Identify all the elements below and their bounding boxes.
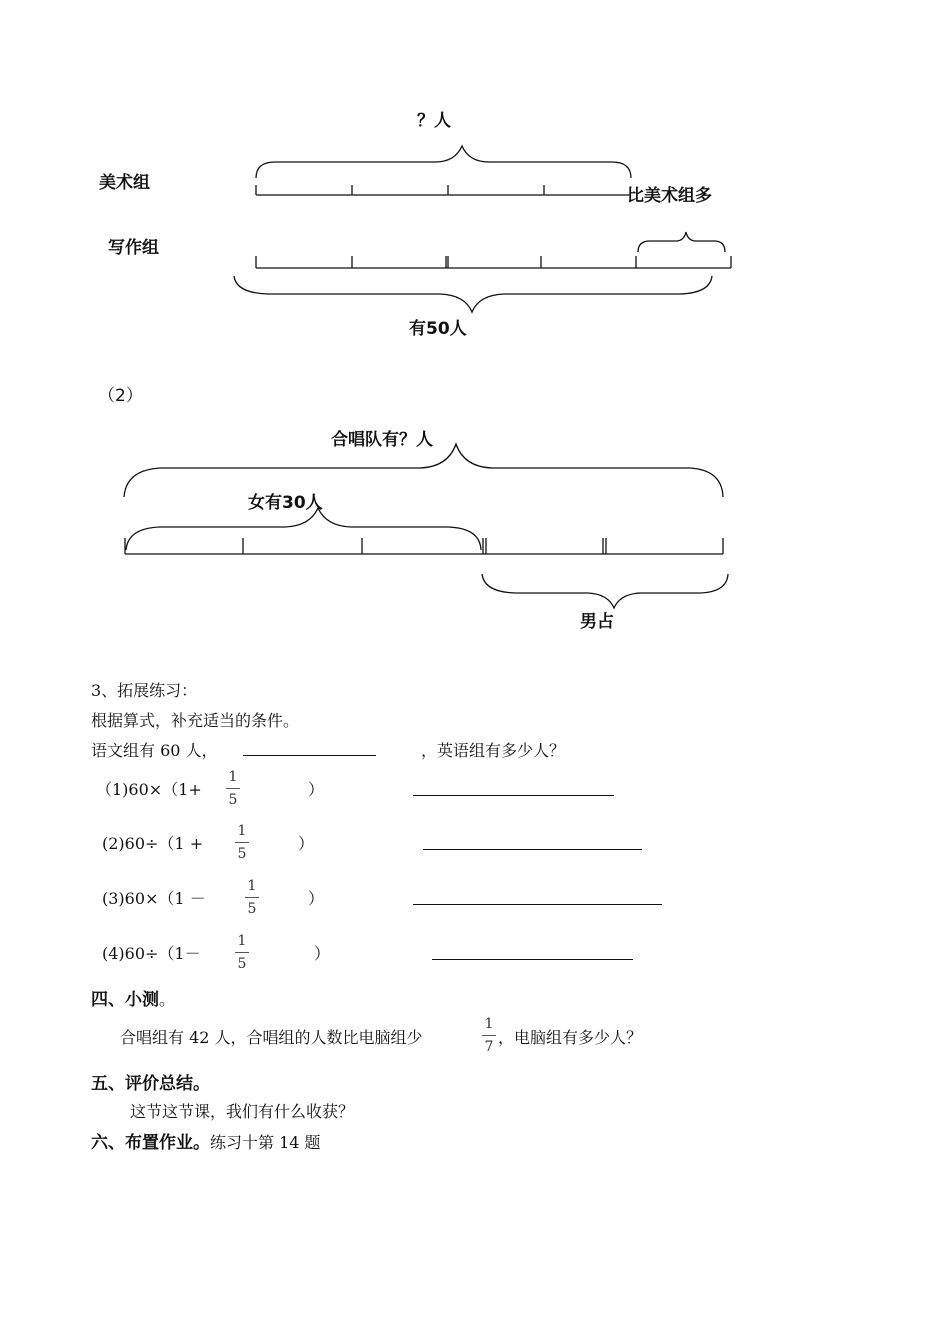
expr-4-close: ） [314, 944, 331, 963]
fraction-2: 1 5 [235, 823, 249, 862]
art-group-label: 美术组 [99, 173, 150, 193]
expr-3-close: ） [308, 889, 325, 908]
answer-blank-4[interactable] [432, 959, 633, 960]
expr-3: (3)60×（1 － [102, 889, 206, 908]
boys-label: 男占 [580, 612, 614, 632]
girls-label: 女有30人 [248, 493, 323, 513]
section-6-line [91, 1128, 321, 1153]
choir-label: 合唱队有？人 [331, 430, 433, 450]
expr-4: (4)60÷（1－ [102, 944, 201, 963]
section-4-title: 四、小测 [91, 990, 159, 1010]
answer-blank-3[interactable] [413, 904, 662, 905]
section-6-heading: 六、布置作业。 [91, 1133, 210, 1153]
brace-more [638, 232, 725, 252]
part-2-marker: （2） [98, 386, 143, 406]
practice-instruction: 根据算式，补充适当的条件。 [91, 711, 300, 730]
more-than-art-label: 比美术组多 [627, 186, 712, 206]
fraction-1-7: 1 7 [482, 1016, 496, 1055]
answer-blank-2[interactable] [423, 849, 642, 850]
writing-group-label: 写作组 [108, 238, 159, 258]
fraction-4: 1 5 [235, 933, 249, 972]
section-4-dot: 。 [159, 990, 176, 1009]
has-50-label: 有50人 [409, 319, 467, 339]
section-5-text: 这节这节课，我们有什么收获？ [130, 1102, 355, 1121]
brace-choir [124, 444, 723, 497]
fraction-3: 1 5 [245, 878, 259, 917]
brace-has-50 [234, 276, 712, 312]
practice-question-prefix: 语文组有 60 人， [91, 741, 218, 760]
total-question-label: ？人 [417, 111, 451, 131]
brace-total-question [256, 146, 631, 178]
section-6-text: 练习十第 14 题 [210, 1133, 321, 1152]
section-4-text-after: ，电脑组有多少人？ [498, 1028, 643, 1047]
question-blank[interactable] [243, 755, 376, 756]
practice-question-suffix: ，英语组有多少人？ [421, 741, 566, 760]
expr-1-close: ） [308, 780, 325, 799]
expr-2: (2)60÷（1 + [102, 834, 204, 853]
expr-1: （1)60×（1+ [96, 780, 202, 799]
answer-blank-1[interactable] [413, 795, 614, 796]
brace-boys [482, 574, 728, 608]
brace-girls [126, 508, 481, 550]
section-4-heading [91, 985, 175, 1010]
fraction-1: 1 5 [226, 769, 240, 808]
section-4-text-before: 合唱组有 42 人，合唱组的人数比电脑组少 [120, 1028, 423, 1047]
section-5-heading: 五、评价总结。 [91, 1074, 210, 1094]
expr-2-close: ） [298, 834, 315, 853]
practice-heading: 3、拓展练习： [91, 681, 198, 700]
